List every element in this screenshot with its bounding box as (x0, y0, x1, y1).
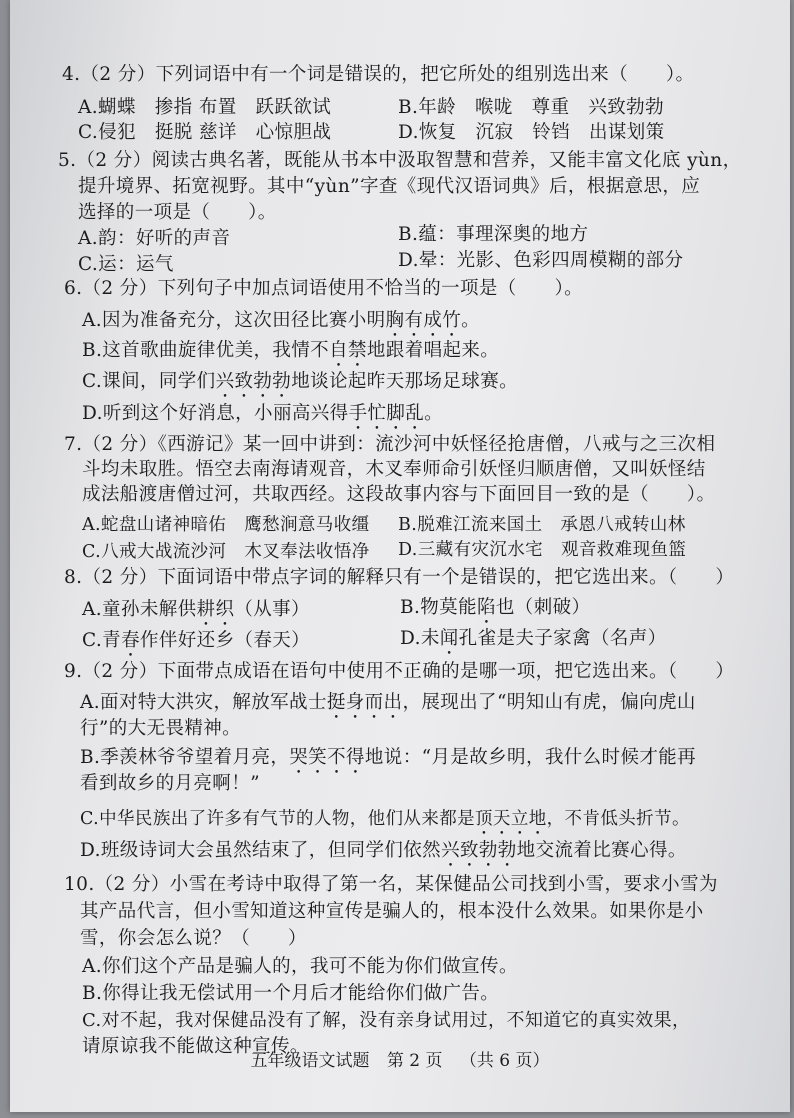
question-10-option-a: A.你们这个产品是骗人的，我可不能为你们做宣传。 (82, 956, 518, 977)
footer-total-pages: （共 6 页） (459, 1051, 550, 1071)
footer-page-number: 第 2 页 (386, 1051, 443, 1071)
question-6-option-c: C.课间，同学们兴致勃勃地谈论起昨天那场足球赛。 (82, 371, 518, 392)
question-8-option-b: B.物莫能陷也（刺破） (400, 597, 591, 618)
question-8-option-c: C.青春作伴好还乡（春天） (82, 630, 311, 651)
question-9-option-b-line1: B.季羡林爷爷望着月亮，哭笑不得地说：“月是故乡明，我什么时候才能再 (80, 747, 697, 768)
question-5-option-a: A.韵：好听的声音 (78, 228, 231, 249)
question-10-stem-line2: 其产品代言，但小雪知道这种宣传是骗人的，根本没什么效果。如果你是小 (80, 901, 704, 922)
question-10-option-c-line1: C.对不起，我对保健品没有了解，没有亲身试用过，不知道它的真实效果， (82, 1010, 691, 1031)
question-10-option-b: B.你得让我无偿试用一个月后才能给你们做广告。 (82, 983, 500, 1004)
question-9-option-a-line2: 行”的大无畏精神。 (80, 718, 242, 739)
question-8-option-d: D.未闻孔雀是夫子家禽（名声） (400, 628, 667, 649)
page-footer (10, 1046, 790, 1071)
question-5-stem-line3: 选择的一项是（ ）。 (78, 202, 277, 223)
question-10-stem-line3: 雪，你会怎么说？（ ） (80, 928, 307, 949)
question-10-option-c-line2: 请原谅我不能做这种宣传。 (82, 1036, 309, 1057)
question-6-option-b: B.这首歌曲旋律优美，我情不自禁地跟着唱起来。 (82, 340, 500, 361)
question-4-option-a: A.蝴蝶 掺指 布置 跃跃欲试 (78, 97, 332, 118)
exam-page (10, 0, 790, 1112)
question-5-option-d: D.晕：光影、色彩四周模糊的部分 (398, 250, 684, 271)
question-10-stem-line1: 10.（2 分）小雪在考诗中取得了第一名，某保健品公司找到小雪，要求小雪为 (64, 874, 718, 895)
question-6-option-d: D.听到这个好消息，小丽高兴得手忙脚乱。 (82, 403, 444, 424)
question-6-stem: 6.（2 分）下列句子中加点词语使用不恰当的一项是（ ）。 (64, 278, 584, 299)
question-9-option-b-line2: 看到故乡的月亮啊！” (80, 773, 260, 794)
question-9-stem: 9.（2 分）下面带点成语在语句中使用不正确的是哪一项，把它选出来。（ ） (64, 661, 735, 682)
question-9-option-c: C.中华民族出了许多有气节的人物，他们从来都是顶天立地，不肯低头折节。 (80, 809, 690, 829)
question-7-stem-line1: 7.（2 分）《西游记》某一回中讲到：流沙河中妖怪径抢唐僧，八戒与之三次相 (64, 434, 716, 455)
question-9-option-d: D.班级诗词大会虽然结束了，但同学们依然兴致勃勃地交流着比赛心得。 (80, 840, 687, 861)
question-7-option-b: B.脱难江流来国土 承恩八戒转山林 (398, 515, 686, 535)
question-8-option-a: A.童孙未解供耕织（从事） (82, 599, 310, 620)
question-7-option-a: A.蛇盘山诸神暗佑 鹰愁涧意马收缰 (82, 515, 370, 535)
question-7-stem-line2: 斗均未取胜。悟空去南海请观音，木叉奉师命引妖怪归顺唐僧，又叫妖怪结 (82, 459, 706, 480)
question-4-stem: 4.（2 分）下列词语中有一个词是错误的，把它所处的组别选出来（ ）。 (62, 64, 695, 85)
footer-exam-title: 五年级语文试题 (250, 1051, 370, 1071)
question-5-option-c: C.运：运气 (78, 254, 174, 275)
question-5-stem-line2: 提升境界、拓宽视野。其中“yùn”字查《现代汉语词典》后，根据意思，应 (78, 176, 701, 197)
question-4-option-d: D.恢复 沉寂 铃铛 出谋划策 (398, 122, 665, 143)
question-9-option-a-line1: A.面对特大洪灾，解放军战士挺身而出，展现出了“明知山有虎，偏向虎山 (80, 692, 696, 713)
question-6-option-a: A.因为准备充分，这次田径比赛小明胸有成竹。 (82, 310, 481, 331)
question-8-stem: 8.（2 分）下面词语中带点字词的解释只有一个是错误的，把它选出来。（ ） (64, 567, 735, 588)
question-7-option-d: D.三藏有灾沉水宅 观音救难现鱼篮 (398, 540, 687, 560)
question-5-stem-line1: 5.（2 分）阅读古典名著，既能从书本中汲取智慧和营养，又能丰富文化底 yùn， (58, 150, 742, 171)
question-4-option-c: C.侵犯 挺脱 慈详 心惊胆战 (78, 122, 332, 143)
question-4-option-b: B.年龄 喉咙 尊重 兴致勃勃 (398, 97, 664, 118)
question-7-stem-line3: 成法船渡唐僧过河，共取西经。这段故事内容与下面回目一致的是（ ）。 (82, 484, 716, 505)
question-5-option-b: B.蕴：事理深奥的地方 (398, 224, 589, 245)
question-7-option-c: C.八戒大战流沙河 木叉奉法收悟净 (82, 542, 370, 562)
